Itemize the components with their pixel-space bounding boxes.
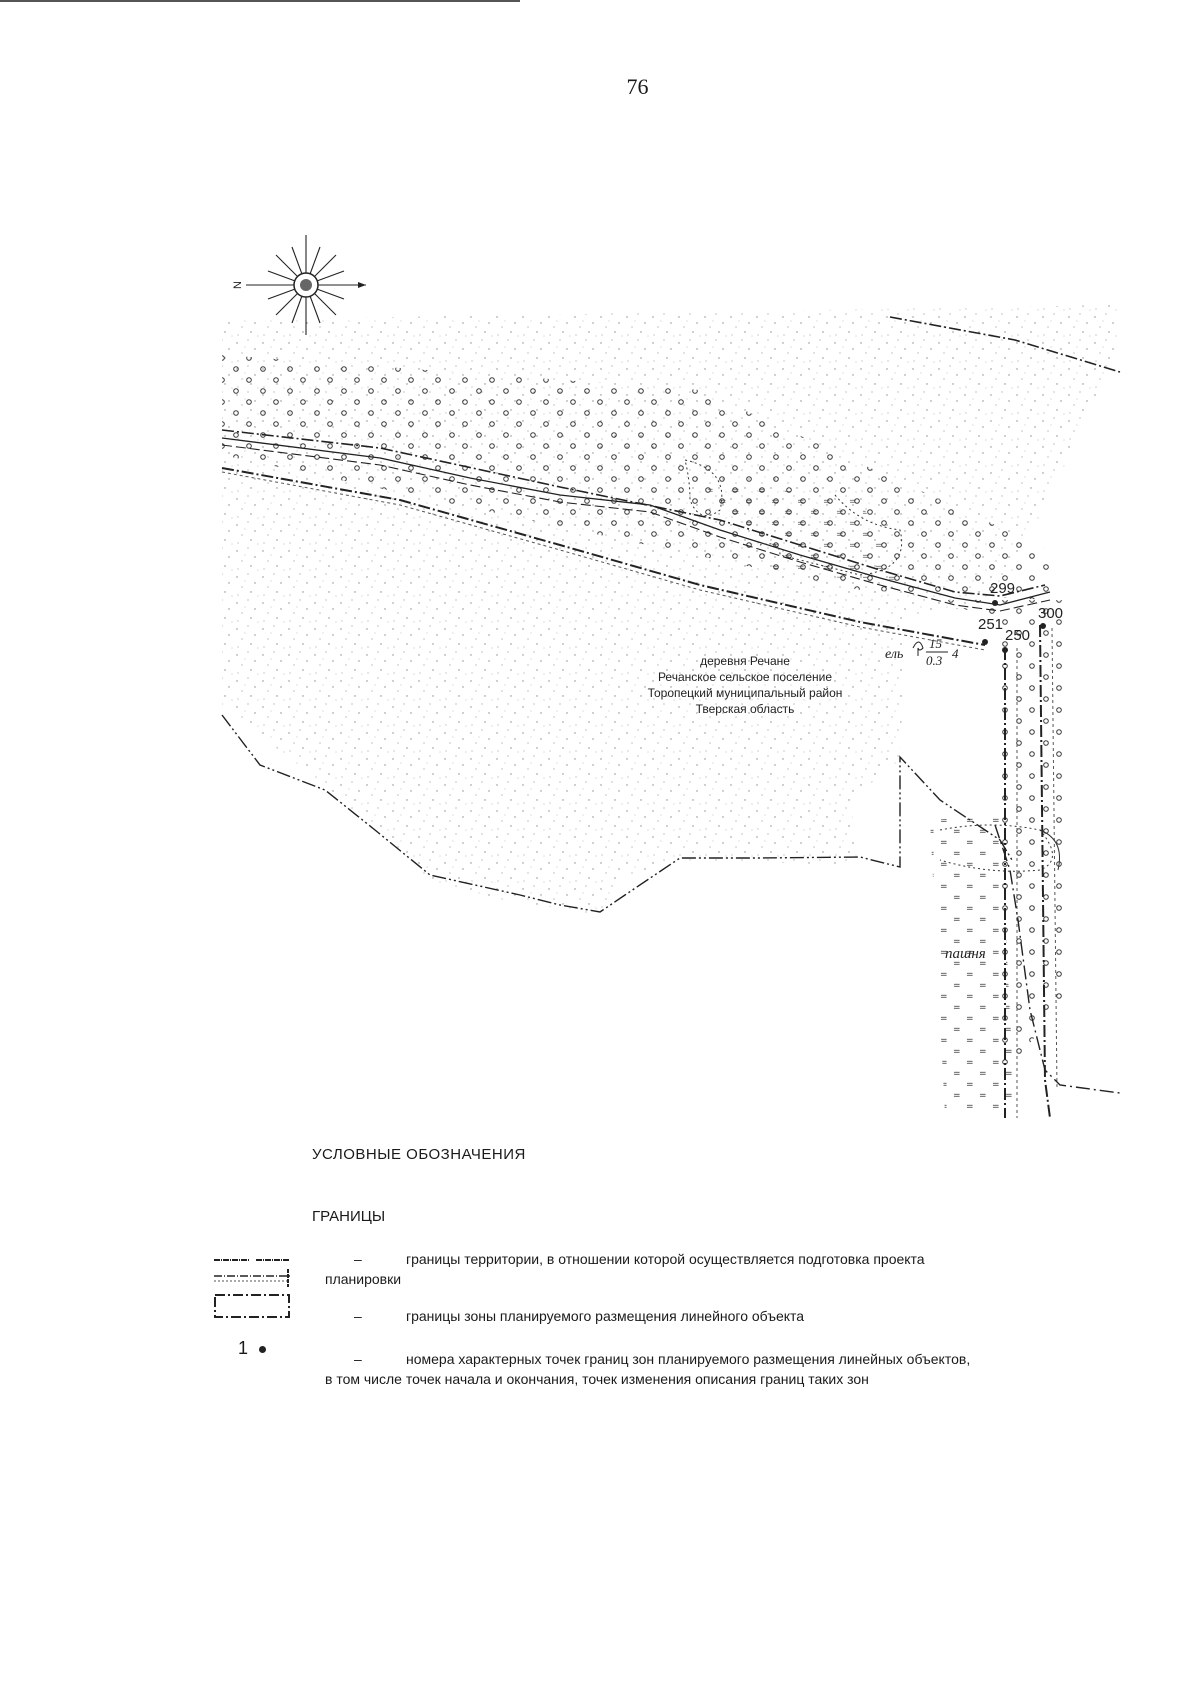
arable-area <box>930 815 1015 1115</box>
point-label-250: 250 <box>1005 627 1031 644</box>
settlement-label-line-2: Речанское сельское поселение <box>657 670 833 684</box>
point-299-marker <box>992 600 998 606</box>
point-251-marker <box>982 639 988 645</box>
point-label-300: 300 <box>1038 605 1064 622</box>
legend-text: границы территории, в отношении которой осуществляется подготовка проекта <box>406 1251 925 1267</box>
legend-point-number: 1 <box>238 1338 249 1358</box>
legend-text: номера характерных точек границ зон планируемого размещения линейных объектов, <box>406 1351 971 1367</box>
legend-title: УСЛОВНЫЕ ОБОЗНАЧЕНИЯ <box>312 1146 526 1163</box>
legend-item-zone <box>210 1306 1040 1328</box>
legend-dash: – <box>354 1351 362 1367</box>
settlement-label-line-3: Торопецкий муниципальный район <box>647 686 843 700</box>
legend-item-territory <box>210 1249 1040 1291</box>
legend-item-points <box>210 1349 1040 1391</box>
legend-dash: – <box>354 1251 362 1267</box>
area-label-arable: пашня <box>945 946 986 962</box>
legend-dash: – <box>354 1308 362 1324</box>
compass-north-letter: N <box>232 281 244 289</box>
point-250-marker <box>1002 647 1008 653</box>
page-number: 76 <box>626 74 649 99</box>
tree-name: ель <box>885 647 904 662</box>
legend-text-continued: планировки <box>325 1271 402 1287</box>
settlement-label-line-4: Тверская область <box>695 702 795 716</box>
point-label-251: 251 <box>978 616 1004 633</box>
tree-icon <box>913 642 923 656</box>
legend-text: границы зоны планируемого размещения линейного объекта <box>406 1308 805 1324</box>
settlement-label-line-1: деревня Речане <box>700 654 790 668</box>
tree-numerator: 15 <box>929 636 942 651</box>
legend-text-continued: в том числе точек начала и окончания, точек изменения описания границ таких зон <box>325 1371 869 1387</box>
point-label-299: 299 <box>990 580 1016 597</box>
tree-denominator: 0.3 <box>926 653 943 668</box>
legend-section-title: ГРАНИЦЫ <box>312 1208 386 1225</box>
tree-extra: 4 <box>952 646 959 661</box>
point-300-marker <box>1040 623 1046 629</box>
